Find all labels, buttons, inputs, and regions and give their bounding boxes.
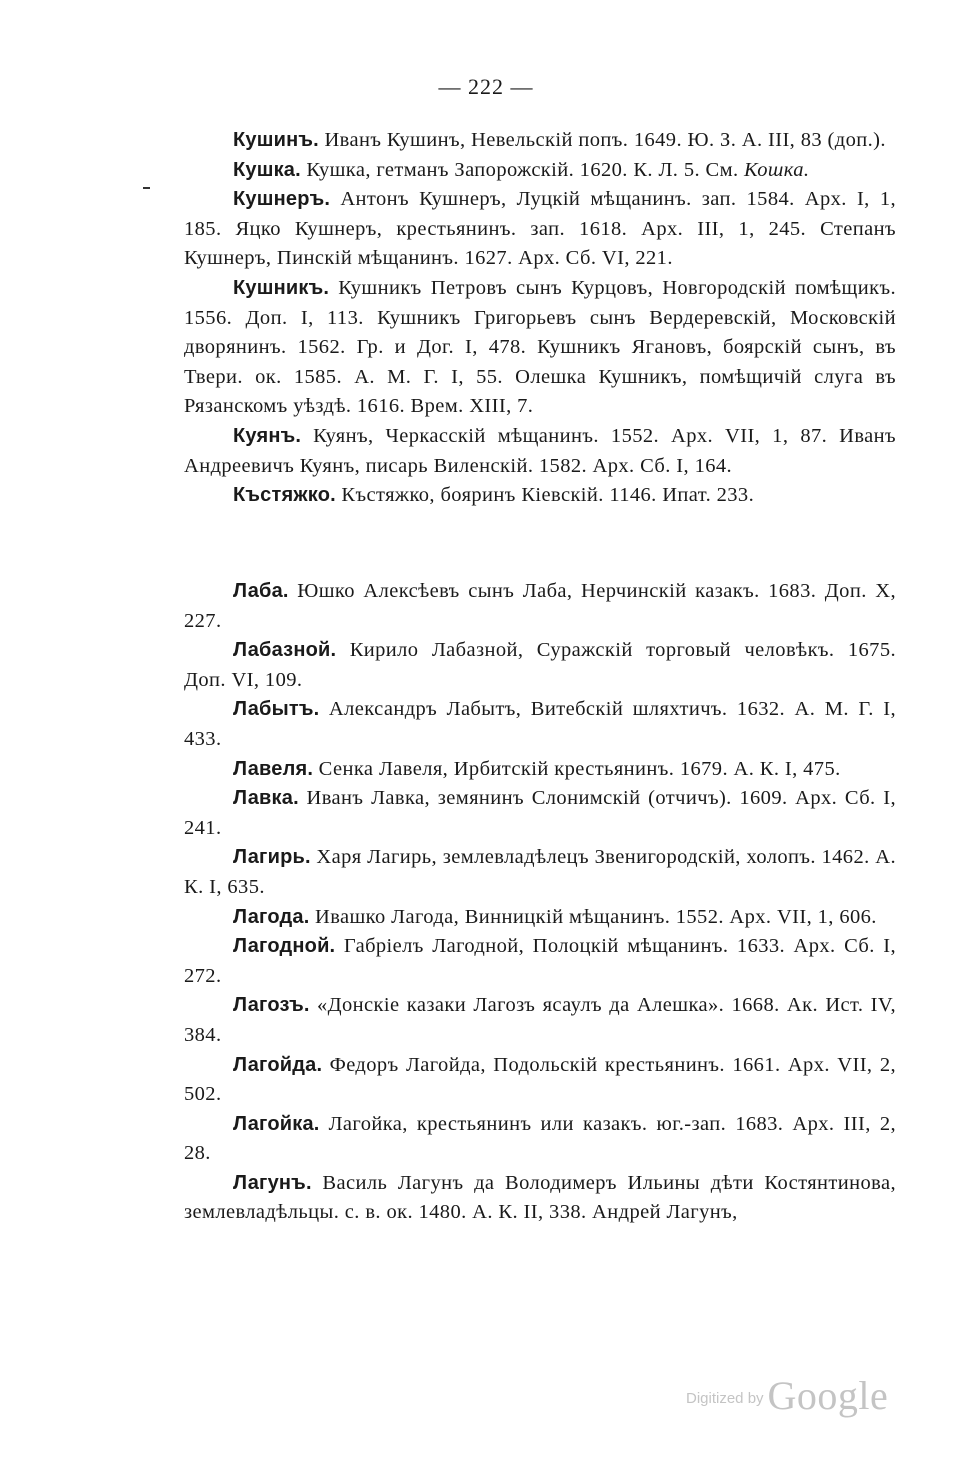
dictionary-entry <box>184 422 896 481</box>
section-ku <box>184 126 896 511</box>
entry-text: Габріелъ Лагодной, Полоцкій мѣщанинъ. 1633. Арх. Сб. I, 272. <box>184 935 896 987</box>
dictionary-entry <box>184 843 896 902</box>
entry-headword: Лагунъ. <box>233 1171 312 1194</box>
entry-text: Лагойка, крестьянинъ или казакъ. юг.-зап. 1683. Арх. III, 2, 28. <box>184 1112 896 1165</box>
dictionary-entry <box>184 695 896 754</box>
dictionary-entry <box>184 481 896 511</box>
entry-text: Александръ Лабытъ, Витебскій шляхтичъ. 1632. А. М. Г. I, 433. <box>184 698 896 750</box>
entry-text: «Донскіе казаки Лагозъ ясаулъ да Алешка». 1668. Ак. Ист. IV, 384. <box>184 994 896 1046</box>
dictionary-entry <box>184 991 896 1050</box>
entry-headword: Лагодной. <box>233 935 336 958</box>
entry-text: Харя Лагирь, землевладѣлецъ Звенигородскій, холопъ. 1462. А. К. I, 635. <box>184 846 896 898</box>
entry-headword: Лагозъ. <box>233 994 310 1017</box>
entry-text: Иванъ Кушинъ, Невельскій попъ. 1649. Ю. З. А. III, 83 (доп.). <box>324 129 886 151</box>
entry-headword: Кушка. <box>233 158 301 181</box>
dictionary-entry <box>184 1051 896 1110</box>
dictionary-entry <box>184 126 896 156</box>
entry-headword: Лавеля. <box>233 757 314 780</box>
entry-text: Федоръ Лагойда, Подольскій крестьянинъ. 1661. Арх. VII, 2, 502. <box>184 1053 896 1106</box>
entry-text: Сенка Лавеля, Ирбитскій крестьянинъ. 1679. А. К. I, 475. <box>318 757 841 780</box>
watermark-prefix: Digitized by <box>686 1390 764 1407</box>
entry-headword: Лагода. <box>233 905 310 928</box>
entry-text: Юшко Алексѣевъ сынъ Лаба, Нерчинскій казакъ. 1683. Доп. X, 227. <box>184 580 896 632</box>
dictionary-entry <box>184 784 896 843</box>
dictionary-entry <box>184 274 896 422</box>
section-la <box>184 577 896 1228</box>
digitized-watermark <box>686 1372 888 1419</box>
entry-headword: Къстяжко. <box>233 484 336 507</box>
entry-headword: Лагойда. <box>233 1053 323 1076</box>
entry-headword: Кушникъ. <box>233 276 330 299</box>
dictionary-entry <box>184 156 896 186</box>
entry-text: Куянъ, Черкасскій мѣщанинъ. 1552. Арх. VII, 1, 87. Иванъ Андреевичъ Куянъ, писарь Виленскій. 1582. Арх. Сб. I, 164. <box>184 424 896 477</box>
entry-text: Антонъ Кушнеръ, Луцкій мѣщанинъ. зап. 1584. Арх. I, 1, 185. Яцко Кушнеръ, крестьянинъ. зап. 1618. Арх. III, 1, 245. Степанъ Кушнеръ, Пинскій мѣщанинъ. 1627. Арх. Сб. VI, 221. <box>184 188 896 270</box>
entry-headword: Лагойка. <box>233 1112 320 1135</box>
dictionary-entry <box>184 903 896 933</box>
page-number: — 222 — <box>438 74 534 99</box>
dictionary-entry <box>184 577 896 636</box>
entry-headword: Кушнеръ. <box>233 188 331 211</box>
margin-mark <box>143 187 150 189</box>
entry-text: Василь Лагунъ да Володимеръ Ильины дѣти Костянтинова, землевладѣльцы. с. в. ок. 1480. А. К. II, 338. Андрей Лагунъ, <box>184 1171 896 1224</box>
entry-text: Кушникъ Петровъ сынъ Курцовъ, Новгородскій помѣщикъ. 1556. Доп. I, 113. Кушникъ Григорьевъ сынъ Вердеревскій, Московскій дворянинъ. 1562. Гр. и Дог. I, 478. Кушникъ Ягановъ, боярскій сынъ, въ Твери. ок. 1585. А. М. Г. I, 55. Олешка Кушникъ, помѣщичій слуга въ Рязанскомъ уѣздѣ. 1616. Врем. XIII, 7. <box>184 276 896 418</box>
dictionary-entry <box>184 932 896 991</box>
entry-text: Къстяжко, бояринъ Кіевскій. 1146. Ипат. 233. <box>341 484 755 507</box>
dictionary-entry <box>184 1169 896 1228</box>
entry-headword: Лаба. <box>233 580 289 602</box>
entry-headword: Лабытъ. <box>233 698 320 721</box>
google-logo: Google <box>767 1373 889 1418</box>
entry-headword: Лавка. <box>233 787 299 810</box>
dictionary-entry <box>184 636 896 695</box>
dictionary-entry <box>184 1110 896 1169</box>
entry-headword: Лагирь. <box>233 846 311 869</box>
entry-text: Иванъ Лавка, земянинъ Слонимскій (отчичъ). 1609. Арх. Сб. I, 241. <box>184 787 896 839</box>
entry-text: Кушка, гетманъ Запорожскій. 1620. К. Л. 5. См. <box>306 158 739 181</box>
entry-headword: Кушинъ. <box>233 129 319 151</box>
dictionary-entry <box>184 185 896 274</box>
entry-cross-reference: Кошка. <box>744 158 810 181</box>
entry-text: Кирило Лабазной, Суражскій торговый человѣкъ. 1675. Доп. VI, 109. <box>184 639 896 691</box>
entry-headword: Лабазной. <box>233 639 337 662</box>
entry-headword: Куянъ. <box>233 424 302 447</box>
dictionary-entry <box>184 755 896 785</box>
entry-text: Ивашко Лагода, Винницкій мѣщанинъ. 1552. Арх. VII, 1, 606. <box>314 905 877 928</box>
